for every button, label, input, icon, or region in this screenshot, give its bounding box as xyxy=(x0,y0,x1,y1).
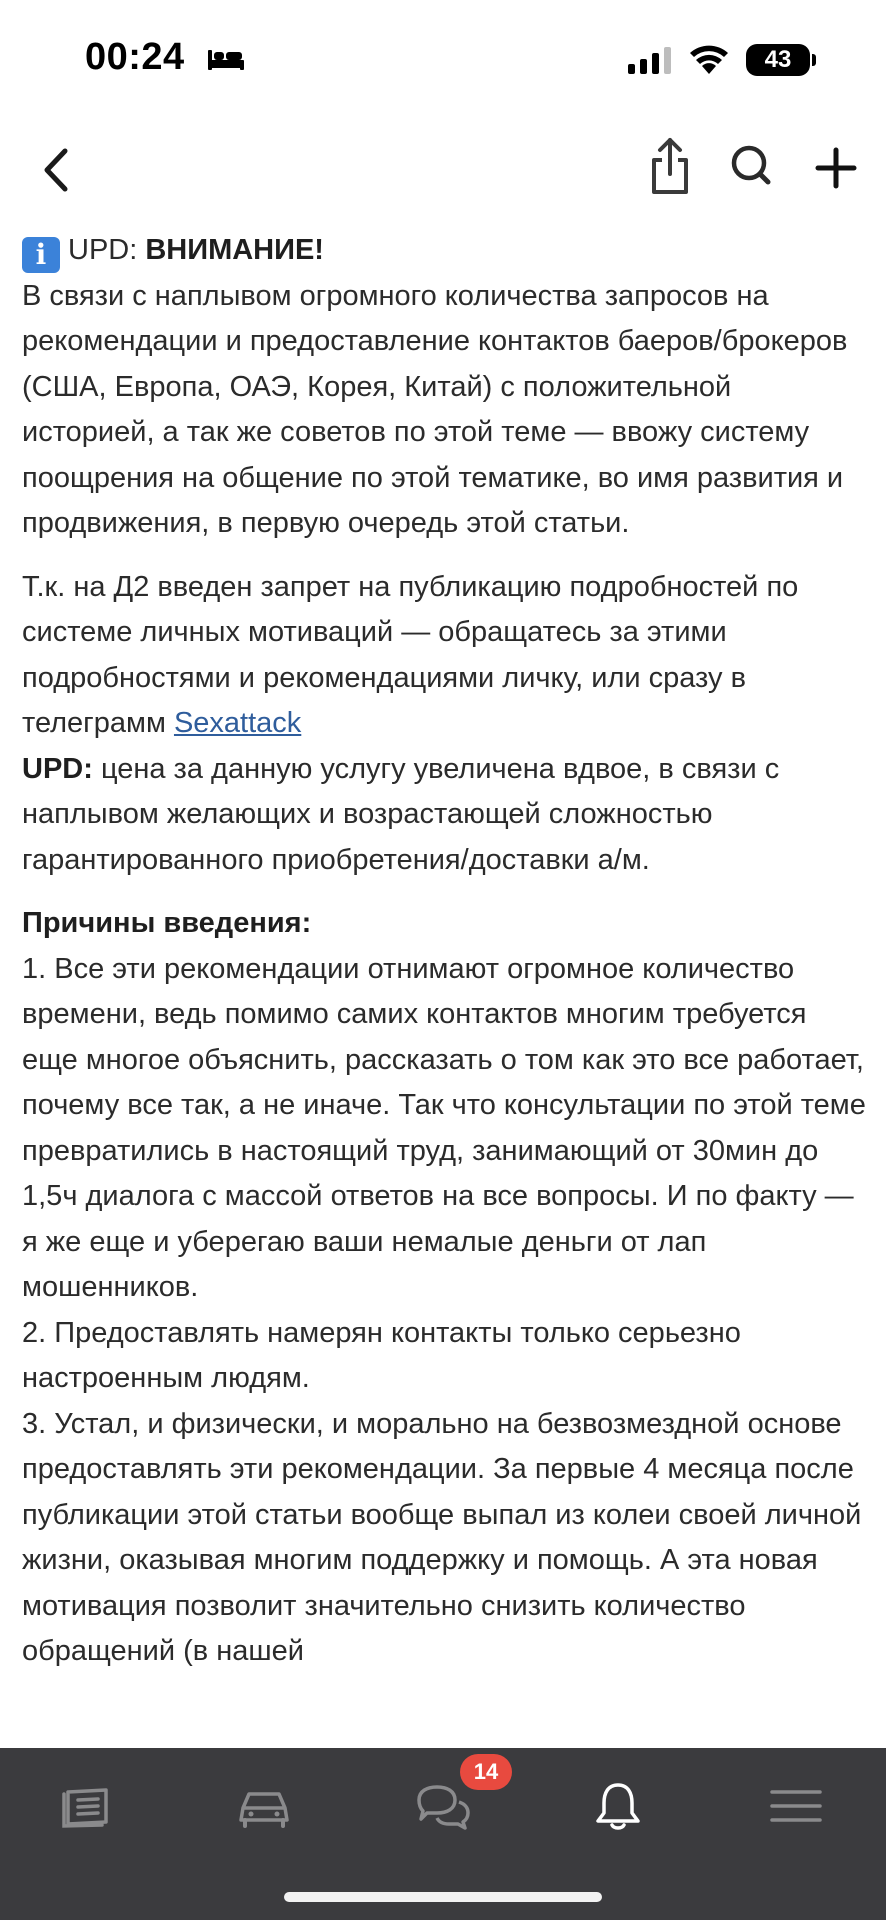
bed-icon xyxy=(206,46,246,72)
reason-item-1: 1. Все эти рекомендации отнимают огромное количество времени, ведь помимо самих контактов многим требуется еще многое объяснить, рассказать о том как это все работает, почему все так, а не иначе. Так что консультации по этой теме превратились в настоящий труд, занимающий от 30мин до 1,5ч диалога с массой ответов на все вопросы. И по факту — я же еще и уберегаю ваши немалые деньги от лап мошенников. xyxy=(22,952,866,1303)
battery-tip xyxy=(812,54,816,66)
search-icon xyxy=(722,136,782,196)
article-paragraph-1 xyxy=(22,228,868,547)
upd-text: цена за данную услугу увеличена вдвое, в связи с наплывом желающих и возрастающей сложностью гарантированного приобретения/доставки а/м. xyxy=(22,752,780,876)
tab-journal[interactable] xyxy=(48,1774,128,1838)
article-body xyxy=(22,228,868,1693)
attention-label: ВНИМАНИЕ! xyxy=(145,234,324,266)
add-button[interactable] xyxy=(806,138,866,198)
back-button[interactable] xyxy=(26,140,86,200)
notifications-icon xyxy=(592,1781,644,1831)
chevron-left-icon xyxy=(39,147,73,193)
home-indicator[interactable] xyxy=(284,1892,602,1902)
journal-icon xyxy=(60,1784,116,1828)
tab-garage[interactable] xyxy=(224,1774,304,1838)
wifi-icon xyxy=(688,42,730,76)
telegram-link[interactable]: Sexattack xyxy=(173,707,302,739)
reasons-heading: Причины введения: xyxy=(22,907,312,939)
plus-icon xyxy=(806,138,866,198)
cellular-signal-icon xyxy=(626,46,674,76)
upd-label: UPD: xyxy=(22,752,93,785)
reason-item-2: 2. Предоставлять намерян контакты только серьезно настроенным людям. xyxy=(22,1316,741,1394)
battery-indicator: 43 xyxy=(746,44,810,76)
paragraph-1-text: В связи с наплывом огромного количества запросов на рекомендации и предоставление контактов баеров/брокеров (США, Европа, ОАЭ, Корея, Китай) с положительной историей, а так же советов по этой теме — ввожу систему поощрения на общение по этой тематике, во имя развития и продвижения, в первую очередь этой статьи. xyxy=(22,279,848,539)
nav-bar xyxy=(0,120,886,220)
tab-menu[interactable] xyxy=(756,1774,836,1838)
info-icon: i xyxy=(22,237,60,273)
status-bar xyxy=(0,0,886,120)
paragraph-2-text: Т.к. на Д2 введен запрет на публикацию подробностей по системе личных мотиваций — обращатесь за этими подробностями и рекомендациями личку, или сразу в телеграмм xyxy=(22,570,799,739)
messages-icon xyxy=(413,1782,473,1830)
car-icon xyxy=(235,1784,293,1828)
article-paragraph-3 xyxy=(22,901,868,1675)
messages-badge: 14 xyxy=(460,1754,512,1790)
share-button[interactable] xyxy=(640,134,700,198)
article-paragraph-2 xyxy=(22,565,868,884)
upd-prefix: UPD: xyxy=(68,234,146,266)
reason-item-3: 3. Устал, и физически, и морально на безвозмездной основе предоставлять эти рекомендации. За первые 4 месяца после публикации этой статьи вообще выпал из колеи своей личной жизни, оказывая многим поддержку и помощь. А эта новая мотивация позволит значительно снизить количество обращений (в нашей xyxy=(22,1407,862,1667)
status-time: 00:24 xyxy=(85,36,185,78)
share-icon xyxy=(640,134,700,198)
search-button[interactable] xyxy=(722,136,782,196)
tab-notifications[interactable] xyxy=(578,1774,658,1838)
menu-icon xyxy=(768,1786,824,1826)
